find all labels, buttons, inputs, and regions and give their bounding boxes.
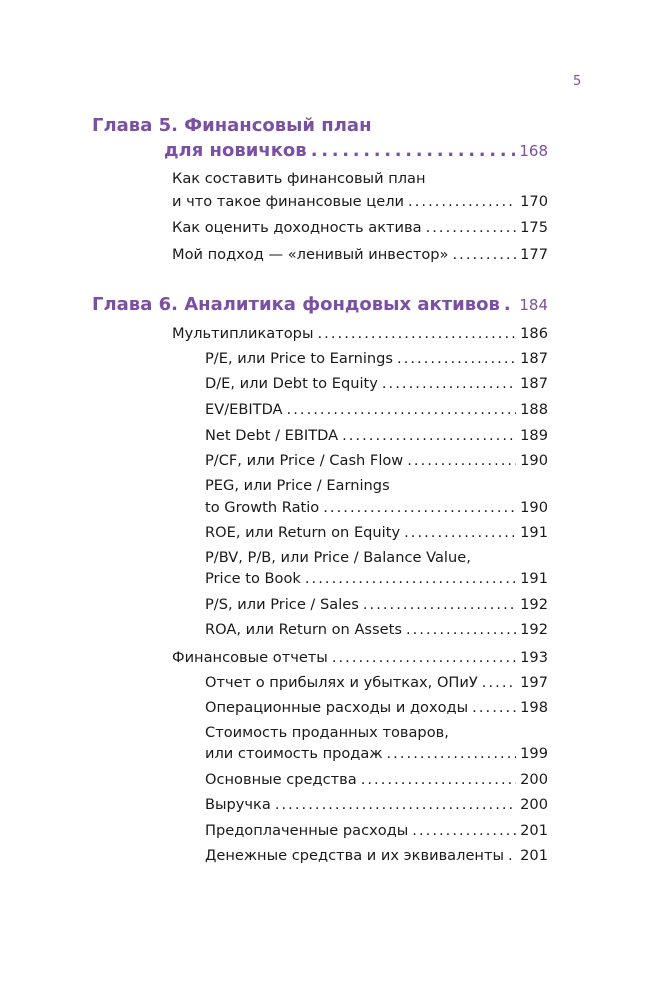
toc-item[interactable] <box>205 771 548 789</box>
chapter-5-page: 168 <box>519 142 548 160</box>
toc-item-page: 177 <box>520 246 548 263</box>
leader-dots <box>342 427 516 445</box>
chapter-5-title-line2: для новичков <box>164 140 307 161</box>
toc-item-label: Отчет о прибылях и убытках, ОПиУ <box>205 674 478 691</box>
leader-dots <box>382 375 516 393</box>
toc-item-page: 187 <box>520 375 548 392</box>
leader-dots <box>317 325 516 343</box>
toc-item[interactable] <box>172 193 548 211</box>
toc-item[interactable] <box>172 246 548 264</box>
toc-item-page: 192 <box>520 621 548 638</box>
toc-item-page: 201 <box>520 822 548 839</box>
leader-dots <box>363 596 516 614</box>
toc-item-label: Net Debt / EBITDA <box>205 427 339 444</box>
leader-dots <box>332 649 516 667</box>
toc-item-line1[interactable]: Стоимость проданных товаров, <box>205 724 449 741</box>
chapter-5-title-line1[interactable]: Глава 5. Финансовый план <box>92 115 372 136</box>
toc-item[interactable] <box>205 401 548 419</box>
toc-item-label: P/S, или Price / Sales <box>205 596 359 613</box>
toc-item-label: Price to Book <box>205 570 301 587</box>
toc-item[interactable] <box>205 524 548 542</box>
toc-item-line1[interactable]: P/BV, P/B, или Price / Balance Value, <box>205 549 471 566</box>
leader-dots <box>453 246 517 264</box>
toc-item-label: Денежные средства и их эквиваленты <box>205 847 505 864</box>
leader-dots <box>426 219 517 237</box>
toc-item[interactable] <box>205 350 548 368</box>
toc-section-reports[interactable] <box>172 649 548 667</box>
leader-dots <box>305 570 516 588</box>
chapter-5-entry[interactable] <box>164 142 548 160</box>
leader-dots <box>412 822 516 840</box>
toc-item-page: 190 <box>520 452 548 469</box>
leader-dots <box>275 796 516 814</box>
leader-dots <box>408 193 516 211</box>
toc-section-page: 193 <box>520 649 548 666</box>
leader-dots <box>287 401 517 419</box>
toc-item-label: Операционные расходы и доходы <box>205 699 469 716</box>
toc-item[interactable] <box>205 745 548 763</box>
page-number: 5 <box>573 74 582 89</box>
toc-item-page: 190 <box>520 499 548 516</box>
toc-item-page: 175 <box>520 219 548 236</box>
toc-item-label: P/CF, или Price / Cash Flow <box>205 452 404 469</box>
toc-item-page: 200 <box>520 771 548 788</box>
toc-item-label: Как оценить доходность актива <box>172 219 422 236</box>
toc-section-multipliers[interactable] <box>172 325 548 343</box>
leader-dots <box>387 745 517 763</box>
leader-dots <box>504 296 515 314</box>
toc-item-page: 198 <box>520 699 548 716</box>
leader-dots <box>472 699 516 717</box>
toc-item[interactable] <box>205 674 548 692</box>
toc-item[interactable] <box>205 621 548 639</box>
chapter-6-entry[interactable] <box>92 296 548 314</box>
chapter-6-page: 184 <box>519 296 548 314</box>
toc-item[interactable] <box>205 796 548 814</box>
toc-item-line1[interactable]: PEG, или Price / Earnings <box>205 477 390 494</box>
toc-item[interactable] <box>205 847 548 865</box>
leader-dots <box>508 847 516 865</box>
toc-item-page: 192 <box>520 596 548 613</box>
toc-item-page: 200 <box>520 796 548 813</box>
toc-item-page: 201 <box>520 847 548 864</box>
toc-item[interactable] <box>205 499 548 517</box>
toc-item-line1[interactable]: Как составить финансовый план <box>172 170 426 187</box>
toc-item-label: Выручка <box>205 796 271 813</box>
toc-item-page: 189 <box>520 427 548 444</box>
toc-item-page: 191 <box>520 524 548 541</box>
leader-dots <box>361 771 516 789</box>
leader-dots <box>407 452 516 470</box>
toc-item[interactable] <box>205 596 548 614</box>
toc-item-label: и что такое финансовые цели <box>172 193 405 210</box>
toc-item-label: Предоплаченные расходы <box>205 822 409 839</box>
leader-dots <box>482 674 516 692</box>
toc-item-page: 199 <box>520 745 548 762</box>
chapter-6-title: Глава 6. Аналитика фондовых активов <box>92 294 500 315</box>
toc-item-page: 191 <box>520 570 548 587</box>
leader-dots <box>406 621 516 639</box>
toc-item[interactable] <box>205 375 548 393</box>
toc-item[interactable] <box>172 219 548 237</box>
toc-section-label: Мультипликаторы <box>172 325 314 342</box>
toc-item-label: Основные средства <box>205 771 357 788</box>
toc-item[interactable] <box>205 699 548 717</box>
toc-item-page: 197 <box>520 674 548 691</box>
toc-item-label: или стоимость продаж <box>205 745 383 762</box>
toc-item-page: 188 <box>520 401 548 418</box>
toc-item-page: 170 <box>520 193 548 210</box>
toc-item[interactable] <box>205 570 548 588</box>
toc-section-label: Финансовые отчеты <box>172 649 328 666</box>
toc-item-label: EV/EBITDA <box>205 401 283 418</box>
toc-item-page: 187 <box>520 350 548 367</box>
leader-dots <box>323 499 516 517</box>
toc-item-label: D/E, или Debt to Equity <box>205 375 378 392</box>
leader-dots <box>397 350 516 368</box>
toc-section-page: 186 <box>520 325 548 342</box>
toc-item[interactable] <box>205 452 548 470</box>
toc-item-label: ROE, или Return on Equity <box>205 524 401 541</box>
toc-item-label: to Growth Ratio <box>205 499 320 516</box>
toc-item-label: P/E, или Price to Earnings <box>205 350 394 367</box>
leader-dots <box>311 142 516 160</box>
toc-item-label: ROA, или Return on Assets <box>205 621 402 638</box>
toc-item[interactable] <box>205 822 548 840</box>
toc-item-label: Мой подход — «ленивый инвестор» <box>172 246 449 263</box>
leader-dots <box>404 524 516 542</box>
toc-item[interactable] <box>205 427 548 445</box>
